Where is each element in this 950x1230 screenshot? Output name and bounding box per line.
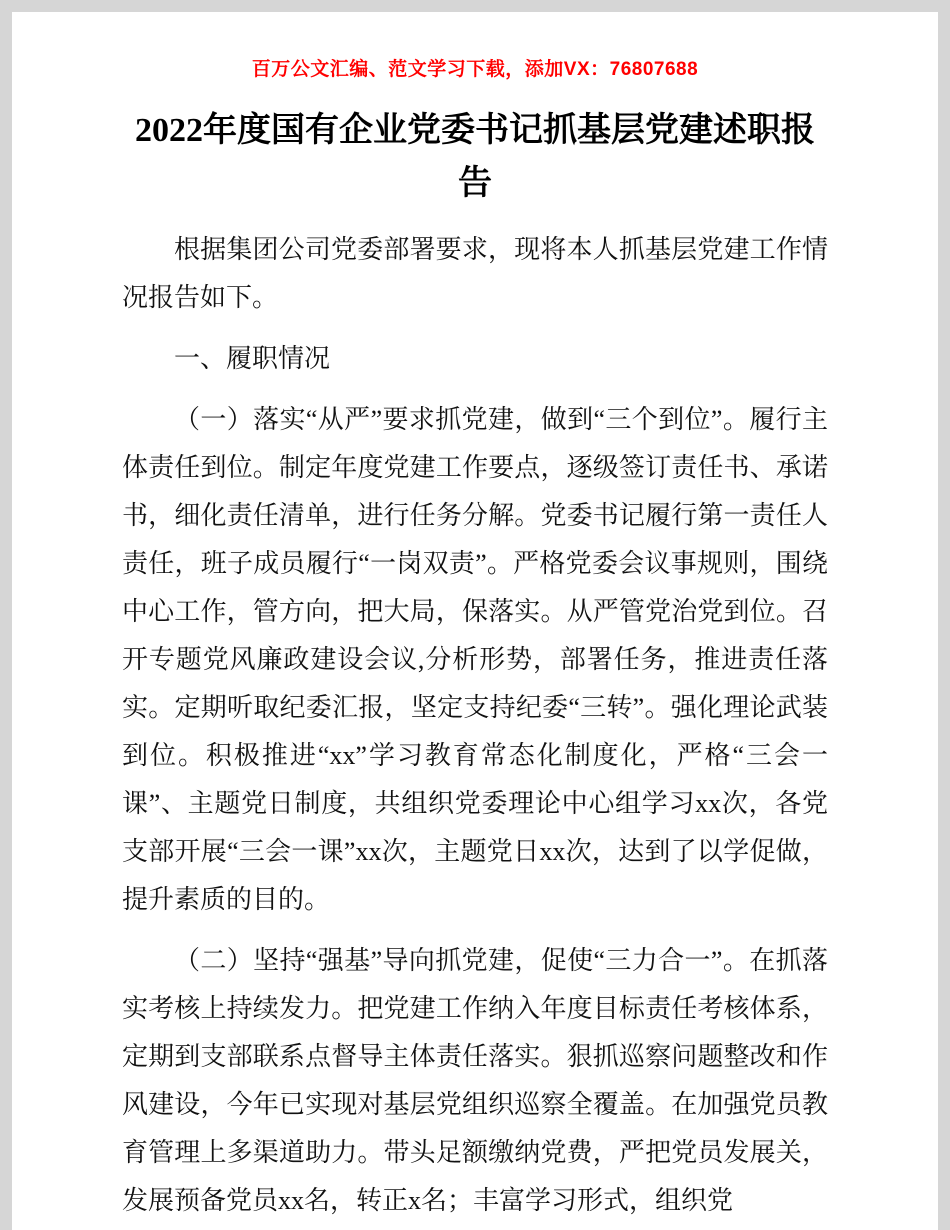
paragraph-section-1: （一）落实“从严”要求抓党建，做到“三个到位”。履行主体责任到位。制定年度党建工作要点，逐级签订责任书、承诺书，细化责任清单，进行任务分解。党委书记履行第一责任人责任，班子成员履行“一岗双责”。严格党委会议事规则，围绕中心工作，管方向，把大局，保落实。从严管党治党到位。召开专题党风廉政建设会议,分析形势，部署任务，推进责任落实。定期听取纪委汇报，坚定支持纪委“三转”。强化理论武装到位。积极推进“xx”学习教育常态化制度化，严格“三会一课”、主题党日制度，共组织党委理论中心组学习xx次，各党支部开展“三会一课”xx次，主题党日xx次，达到了以学促做，提升素质的目的。	[122, 405, 828, 915]
document-page	[12, 12, 938, 1230]
promo-banner: 百万公文汇编、范文学习下载，添加VX：76807688	[251, 59, 699, 80]
document-title: 2022年度国有企业党委书记抓基层党建述职报告	[135, 112, 815, 202]
section-heading-1: 一、履职情况	[174, 344, 331, 374]
paragraph-section-2: （二）坚持“强基”导向抓党建，促使“三力合一”。在抓落实考核上持续发力。把党建工作纳入年度目标责任考核体系，定期到支部联系点督导主体责任落实。狠抓巡察问题整改和作风建设，今年已实现对基层党组织巡察全覆盖。在加强党员教育管理上多渠道助力。带头足额缴纳党费，严把党员发展关，发展预备党员xx名，转正x名；丰富学习形式，组织党	[122, 946, 828, 1216]
paragraph-intro: 根据集团公司党委部署要求，现将本人抓基层党建工作情况报告如下。	[122, 235, 828, 313]
document-body	[122, 226, 828, 1225]
